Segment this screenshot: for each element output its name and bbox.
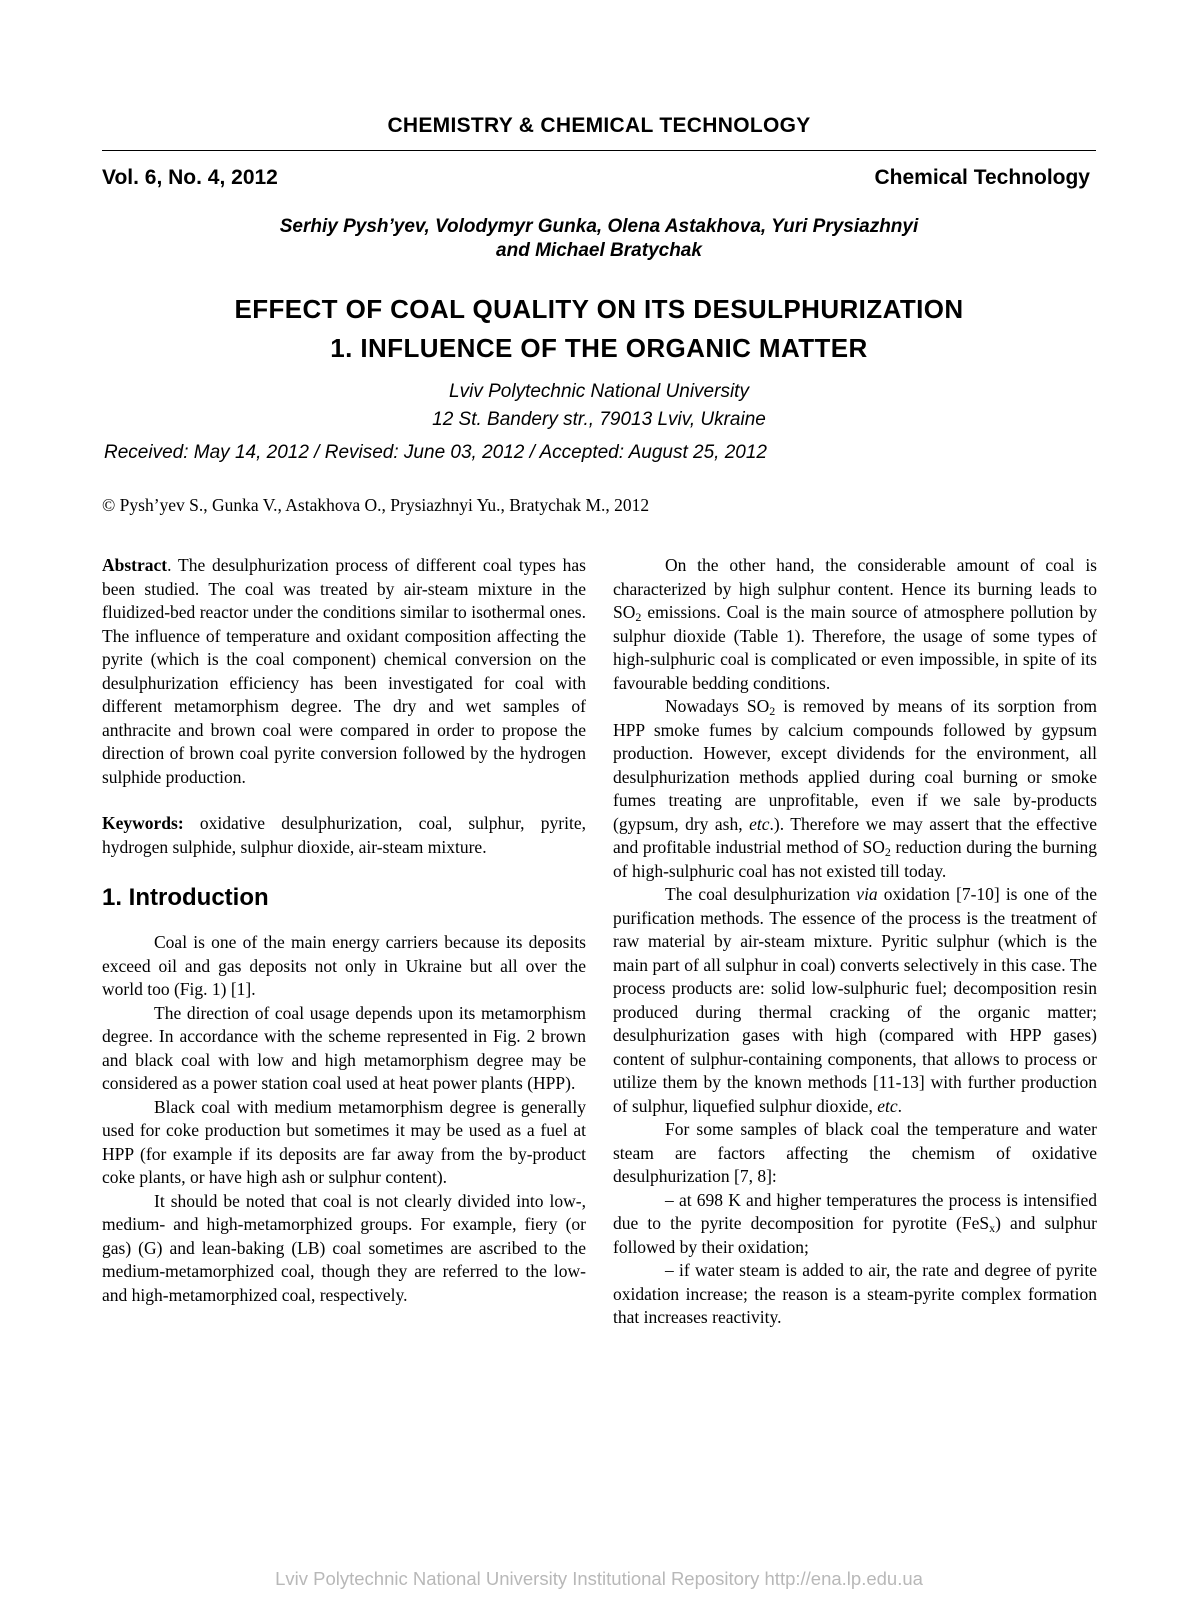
affiliation-line-2: 12 St. Bandery str., 79013 Lviv, Ukraine	[432, 409, 766, 430]
keywords-label: Keywords:	[102, 813, 184, 833]
paper-title	[0, 290, 1198, 368]
text-run: – at 698 K and higher temperatures the process is intensified due to the pyrite decomposition for pyrotite (FeS	[613, 1189, 1097, 1233]
right-column	[613, 554, 1097, 1330]
repository-footer: Lviv Polytechnic National University Institutional Repository http://ena.lp.edu.ua	[275, 1568, 923, 1589]
italic-run: via	[856, 884, 878, 904]
authors	[0, 215, 1198, 263]
right-paragraph-2	[613, 695, 1097, 883]
abstract	[102, 554, 586, 789]
text-run: emissions. Coal is the main source of atmosphere pollution by sulphur dioxide (Table 1). Therefore, the usage of some types of high-sulphuric coal is complicated or even impossible, in spite of its favourable bedding conditions.	[613, 602, 1097, 693]
text-run: .). Therefore we may assert that the effective and profitable industrial method of SO	[613, 813, 1098, 857]
text-run: Nowadays SO	[665, 696, 770, 716]
journal-name: CHEMISTRY & CHEMICAL TECHNOLOGY	[387, 114, 811, 137]
keywords	[102, 812, 586, 859]
title-line-1: EFFECT OF COAL QUALITY ON ITS DESULPHURIZATION	[234, 294, 964, 324]
subscript: x	[989, 1221, 996, 1235]
right-paragraph-4: For some samples of black coal the temperature and water steam are factors affecting the chemism of oxidative desulphurization [7, 8]:	[613, 1119, 1097, 1186]
right-paragraph-3	[613, 883, 1097, 1118]
section-name: Chemical Technology	[874, 166, 1090, 189]
section-heading-introduction: 1. Introduction	[102, 884, 269, 911]
text-run: is removed by means of its sorption from HPP smoke fumes by calcium compounds followed by gypsum production. However, except dividends for the environment, all desulphurization methods applied during coal burning or smoke fumes treating are unprofitable, even if we sale by-products (gypsum, dry ash,	[613, 696, 1097, 834]
title-line-2: 1. INFLUENCE OF THE ORGANIC MATTER	[330, 333, 868, 363]
authors-line-2: and Michael Bratychak	[496, 240, 702, 261]
left-column	[102, 554, 586, 1307]
intro-paragraph-1: Coal is one of the main energy carriers because its deposits exceed oil and gas deposits not only in Ukraine but all over the world too (Fig. 1) [1].	[102, 932, 586, 999]
right-paragraph-6: – if water steam is added to air, the rate and degree of pyrite oxidation increase; the reason is a steam-pyrite complex formation that increases reactivity.	[613, 1260, 1097, 1327]
volume-info: Vol. 6, No. 4, 2012	[102, 166, 278, 189]
text-run: .	[897, 1095, 902, 1116]
italic-run: etc	[877, 1095, 898, 1116]
text-run: The coal desulphurization	[665, 884, 857, 904]
text-run: reduction during the burning of high-sulphuric coal has not existed till today.	[613, 837, 1097, 881]
subscript: 2	[635, 610, 642, 624]
intro-paragraph-4: It should be noted that coal is not clearly divided into low-, medium- and high-metamorphized groups. For example, fiery (or gas) (G) and lean-baking (LB) coal sometimes are ascribed to the medium-metamorphized coal, though they are referred to the low- and high-metamorphized coal, respectively.	[102, 1190, 586, 1305]
subscript: 2	[884, 845, 891, 859]
italic-run: etc	[749, 813, 770, 834]
abstract-text: . The desulphurization process of different coal types has been studied. The coal was treated by air-steam mixture in the fluidized-bed reactor under the conditions similar to isothermal ones. The influence of temperature and oxidant composition affecting the pyrite (which is the coal component) chemical conversion on the desulphurization efficiency has been investigated for coal with different metamorphism degree. The dry and wet samples of anthracite and brown coal were compared in order to propose the direction of brown coal pyrite conversion followed by the hydrogen sulphide production.	[102, 555, 586, 787]
affiliation	[0, 378, 1198, 434]
right-paragraph-5	[613, 1189, 1097, 1260]
submission-dates: Received: May 14, 2012 / Revised: June 03, 2012 / Accepted: August 25, 2012	[104, 442, 767, 463]
text-run: ) and sulphur followed by their oxidation;	[613, 1213, 1097, 1257]
text-run: On the other hand, the considerable amount of coal is characterized by high sulphur content. Hence its burning leads to SO	[613, 555, 1097, 622]
text-run: oxidation [7-10] is one of the purification methods. The essence of the process is the treatment of raw material by air-steam mixture. Pyritic sulphur (which is the main part of all sulphur in coal) converts selectively in this case. The process products are: solid low-sulphuric fuel; decomposition resin produced during thermal cracking of the organic matter; desulphurization gases with high (compared with HPP gases) content of sulphur-containing components, that allows to process or utilize them by the known methods [11-13] with further production of sulphur, liquefied sulphur dioxide,	[613, 884, 1098, 1116]
intro-paragraph-2: The direction of coal usage depends upon its metamorphism degree. In accordance with the scheme represented in Fig. 2 brown and black coal with low and high metamorphism degree may be considered as a power station coal used at heat power plants (HPP).	[102, 1002, 586, 1093]
authors-line-1: Serhiy Pysh’yev, Volodymyr Gunka, Olena Astakhova, Yuri Prysiazhnyi	[279, 216, 919, 237]
copyright-notice: © Pysh’yev S., Gunka V., Astakhova O., Prysiazhnyi Yu., Bratychak M., 2012	[102, 495, 650, 515]
abstract-label: Abstract	[102, 555, 168, 575]
header-rule	[102, 150, 1096, 151]
intro-paragraph-3: Black coal with medium metamorphism degree is generally used for coke production but sometimes it may be used as a fuel at HPP (for example if its deposits are far away from the by-product coke plants, or have high ash or sulphur content).	[102, 1096, 586, 1187]
affiliation-line-1: Lviv Polytechnic National University	[449, 381, 749, 402]
right-paragraph-1	[613, 554, 1097, 695]
subscript: 2	[769, 704, 776, 718]
keywords-text: oxidative desulphurization, coal, sulphur, pyrite, hydrogen sulphide, sulphur dioxide, air-steam mixture.	[102, 813, 586, 857]
